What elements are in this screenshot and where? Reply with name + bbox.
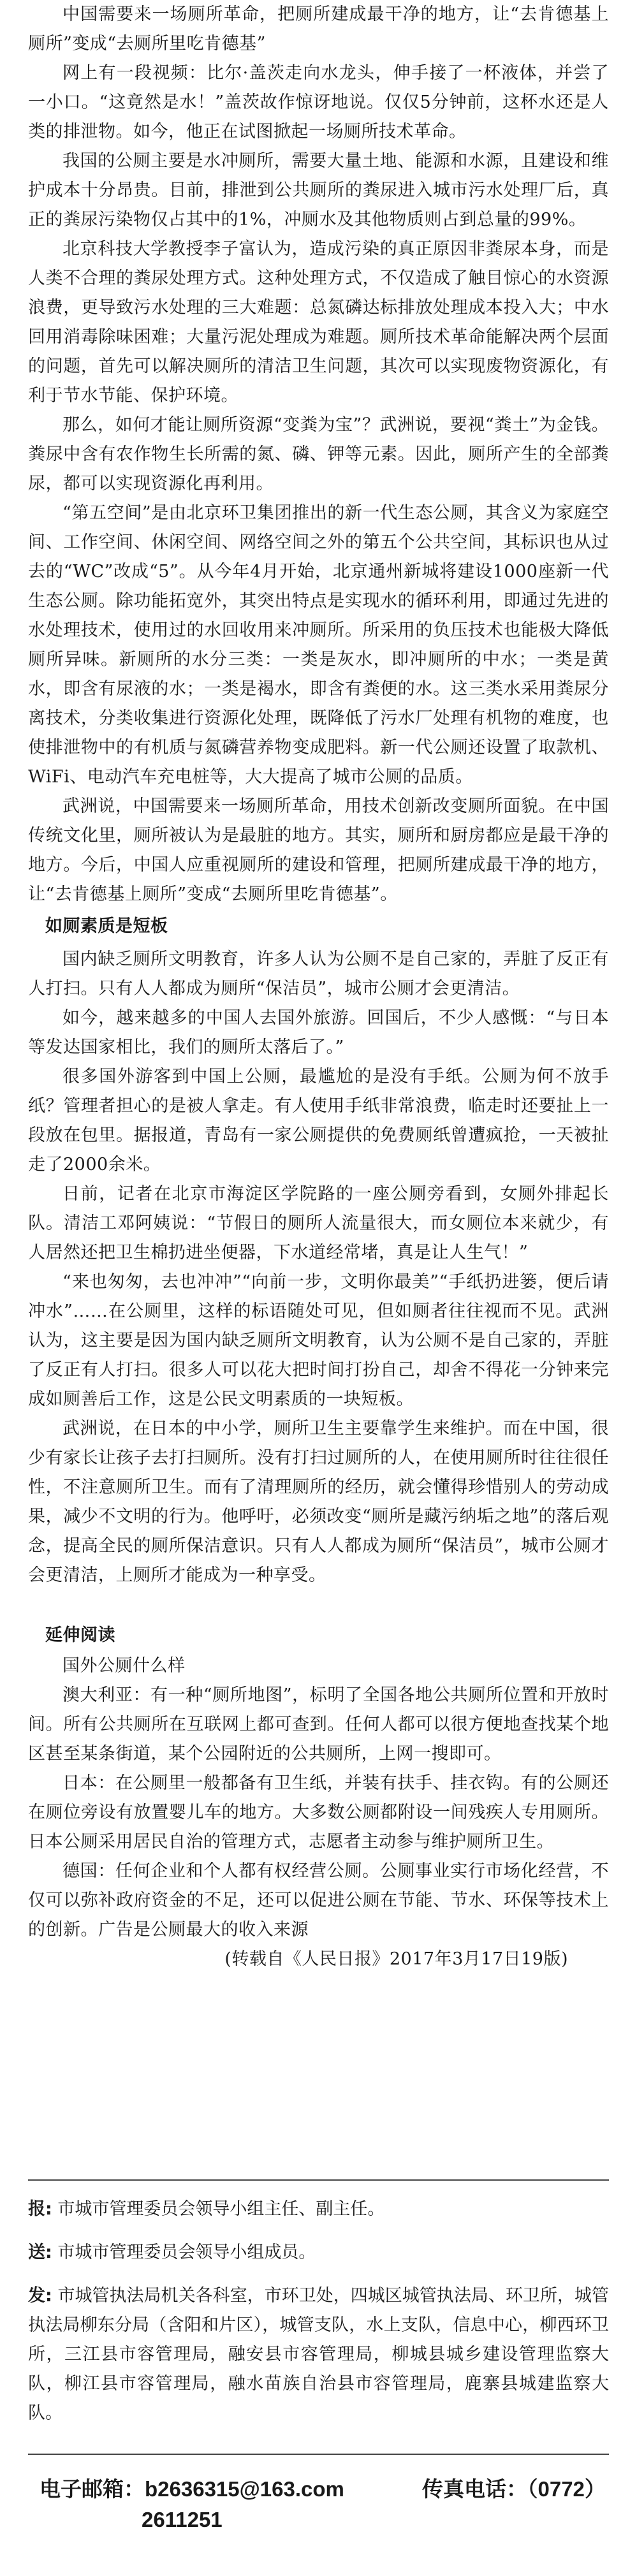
article-paragraph: 网上有一段视频：比尔·盖茨走向水龙头，伸手接了一杯液体，并尝了一小口。“这竟然是水！”盖茨故作惊讶地说。仅仅5分钟前，这杯水还是人类的排泄物。如今，他正在试图掀起一场厕所技术革命。 — [28, 63, 609, 142]
issue-label: 发: — [28, 2286, 52, 2306]
article-paragraph: “第五空间”是由北京环卫集团推出的新一代生态公厕，其含义为家庭空间、工作空间、休闲空间、网络空间之外的第五个公共空间，其标识也从过去的“WC”改成“5”。从今年4月开始，北京通州新城将建设1000座新一代生态公厕。除功能拓宽外，其突出特点是实现水的循环利用，即通过先进的水处理技术，使用过的水回收用来冲厕所。所采用的负压技术也能极大降低厕所异味。新厕所的水分三类：一类是灰水，即冲厕所的中水；一类是黄水，即含有尿液的水；一类是褐水，即含有粪便的水。这三类水采用粪尿分离技术，分类收集进行资源化处理，既降低了污水厂处理有机物的难度，也使排泄物中的有机质与氮磷营养物变成肥料。新一代公厕还设置了取款机、WiFi、电动汽车充电桩等，大大提高了城市公厕的品质。 — [28, 503, 609, 787]
extension-subtitle: 国外公厕什么样 — [62, 1656, 186, 1676]
article-paragraph: 中国需要来一场厕所革命，把厕所建成最干净的地方，让“去肯德基上厕所”变成“去厕所里吃肯德基” — [28, 4, 609, 54]
article-paragraph: “来也匆匆，去也冲冲”“向前一步，文明你最美”“手纸扔进篓，便后请冲水”……在公厕里，这样的标语随处可见，但如厕者往往视而不见。武洲认为，这主要是因为国内缺乏厕所文明教育，认为公厕不是自己家的，弄脏了反正有人打扫。很多人可以花大把时间打扮自己，却舍不得花一分钟来完成如厕善后工作，这是公民文明素质的一块短板。 — [28, 1272, 609, 1409]
distribution-footer — [28, 2179, 609, 2558]
article-paragraph: 很多国外游客到中国上公厕，最尴尬的是没有手纸。公厕为何不放手纸？管理者担心的是被人拿走。有人使用手纸非常浪费，临走时还要扯上一段放在包里。据报道，青岛有一家公厕提供的免费厕纸曾遭疯抢，一天被扯走了2000余米。 — [28, 1067, 609, 1175]
contact-fax: 传真电话：（0772） — [422, 2477, 606, 2501]
article-paragraph: 国内缺乏厕所文明教育，许多人认为公厕不是自己家的，弄脏了反正有人打扫。只有人人都成为厕所“保洁员”，城市公厕才会更清洁。 — [28, 949, 609, 999]
article-paragraph: 武洲说，在日本的中小学，厕所卫生主要靠学生来维护。而在中国，很少有家长让孩子去打扫厕所。没有打扫过厕所的人，在使用厕所时往往很任性，不注意厕所卫生。而有了清理厕所的经历，就会懂得珍惜别人的劳动成果，减少不文明的行为。他呼吁，必须改变“厕所是藏污纳垢之地”的落后观念，提高全民的厕所保洁意识。只有人人都成为厕所“保洁员”，城市公厕才会更清洁，上厕所才能成为一种享受。 — [28, 1419, 609, 1585]
extension-heading: 延伸阅读 — [45, 1625, 115, 1645]
article-paragraph: 我国的公厕主要是水冲厕所，需要大量土地、能源和水源，且建设和维护成本十分昂贵。目前，排泄到公共厕所的粪尿进入城市污水处理厂后，真正的粪尿污染物仅占其中的1%，冲厕水及其他物质则占到总量的99%。 — [28, 151, 609, 230]
article-paragraph: 日前，记者在北京市海淀区学院路的一座公厕旁看到，女厕外排起长队。清洁工邓阿姨说：“节假日的厕所人流量很大，而女厕位本来就少，有人居然还把卫生棉扔进坐便器，下水道经常堵，真是让人生气！” — [28, 1184, 609, 1262]
contact-info — [28, 2455, 609, 2558]
send-label: 送: — [28, 2243, 52, 2262]
extension-paragraph: 日本：在公厕里一般都备有卫生纸，并装有扶手、挂衣钩。有的公厕还在厕位旁设有放置婴儿车的地方。大多数公厕都附设一间残疾人专用厕所。日本公厕采用居民自治的管理方式，志愿者主动参与维护厕所卫生。 — [28, 1773, 609, 1852]
article-paragraph: 武洲说，中国需要来一场厕所革命，用技术创新改变厕所面貌。在中国传统文化里，厕所被认为是最脏的地方。其实，厕所和厨房都应是最干净的地方。今后，中国人应重视厕所的建设和管理，把厕所建成最干净的地方，让“去肯德基上厕所”变成“去厕所里吃肯德基”。 — [28, 796, 609, 904]
extension-paragraph: 澳大利亚：有一种“厕所地图”，标明了全国各地公共厕所位置和开放时间。所有公共厕所在互联网上都可查到。任何人都可以很方便地查找某个地区甚至某条街道，某个公园附近的公共厕所，上网一搜即可。 — [28, 1685, 609, 1764]
article-body — [28, 0, 609, 1974]
contact-fax-number: 2611251 — [142, 2508, 223, 2531]
report-to-row — [28, 2195, 609, 2224]
report-label: 报: — [28, 2199, 52, 2219]
send-to-row — [28, 2238, 609, 2267]
article-paragraph: 北京科技大学教授李子富认为，造成污染的真正原因非粪尿本身，而是人类不合理的粪尿处理方式。这种处理方式，不仅造成了触目惊心的水资源浪费，更导致污水处理的三大难题：总氮磷达标排放处理成本投入大；中水回用消毒除味困难；大量污泥处理成为难题。厕所技术革命能解决两个层面的问题，首先可以解决厕所的清洁卫生问题，其次可以实现废物资源化，有利于节水节能、保护环境。 — [28, 239, 609, 406]
send-text: 市城市管理委员会领导小组成员。 — [57, 2243, 316, 2262]
article-paragraph: 如今，越来越多的中国人去国外旅游。回国后，不少人感慨：“与日本等发达国家相比，我们的厕所太落后了。” — [28, 1008, 609, 1057]
issue-to-row — [28, 2281, 609, 2428]
issue-text: 市城管执法局机关各科室，市环卫处，四城区城管执法局、环卫所，城管执法局柳东分局（含阳和片区），城管支队，水上支队，信息中心，柳西环卫所，三江县市容管理局，融安县市容管理局，柳城县城乡建设管理监察大队，柳江县市容管理局，融水苗族自治县市容管理局，鹿寨县城建监察大队。 — [28, 2286, 609, 2423]
source-citation: (转载自《人民日报》2017年3月17日19版) — [224, 1949, 568, 1969]
article-paragraph: 那么，如何才能让厕所资源“变粪为宝”？武洲说，要视“粪土”为金钱。粪尿中含有农作物生长所需的氮、磷、钾等元素。因此，厕所产生的全部粪尿，都可以实现资源化再利用。 — [28, 415, 609, 494]
extension-paragraph: 德国：任何企业和个人都有权经营公厕。公厕事业实行市场化经营，不仅可以弥补政府资金的不足，还可以促进公厕在节能、节水、环保等技术上的创新。广告是公厕最大的收入来源 — [28, 1861, 609, 1940]
section-heading: 如厕素质是短板 — [45, 916, 168, 936]
report-text: 市城市管理委员会领导小组主任、副主任。 — [57, 2199, 385, 2219]
contact-email[interactable]: 电子邮箱：b2636315@163.com — [40, 2477, 344, 2501]
distribution-list — [28, 2181, 609, 2454]
